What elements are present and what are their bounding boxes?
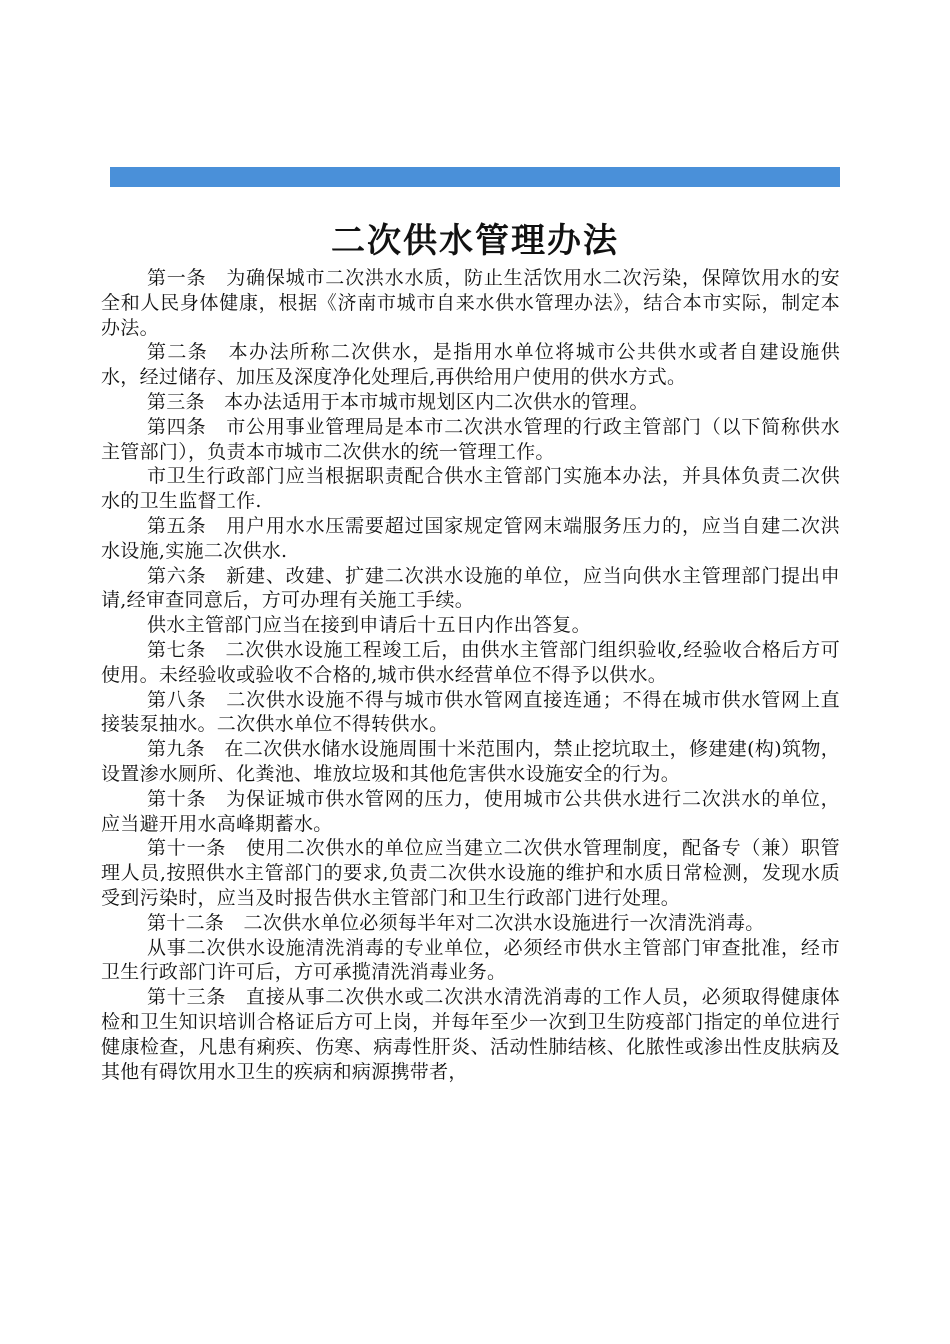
article-7: 第七条 二次供水设施工程竣工后，由供水主管部门组织验收,经验收合格后方可使用。未经验收或验收不合格的,城市供水经营单位不得予以供水。: [101, 638, 840, 686]
article-2: 第二条 本办法所称二次供水，是指用水单位将城市公共供水或者自建设施供水，经过储存、加压及深度净化处理后,再供给用户使用的供水方式。: [101, 341, 840, 389]
article-4: 第四条 市公用事业管理局是本市二次洪水管理的行政主管部门（以下简称供水主管部门），负责本市城市二次供水的统一管理工作。: [101, 415, 840, 463]
article-13: 第十三条 直接从事二次供水或二次洪水清洗消毒的工作人员，必须取得健康体检和卫生知识培训合格证后方可上岗，并每年至少一次到卫生防疫部门指定的单位进行健康检查，凡患有痢疾、伤寒、病毒性肝炎、活动性肺结核、化脓性或渗出性皮肤病及其他有碍饮用水卫生的疾病和病源携带者，: [101, 986, 840, 1083]
article-6-clause: 供水主管部门应当在接到申请后十五日内作出答复。: [146, 614, 591, 637]
article-6: 第六条 新建、改建、扩建二次洪水设施的单位，应当向供水主管理部门提出申请,经审查同意后，方可办理有关施工手续。: [101, 564, 840, 612]
document-body: [101, 266, 840, 1084]
article-10: 第十条 为保证城市供水管网的压力，使用城市公共供水进行二次洪水的单位，应当避开用水高峰期蓄水。: [101, 787, 840, 835]
article-9: 第九条 在二次供水储水设施周围十米范围内，禁止挖坑取土，修建建(构)筑物，设置渗水厕所、化粪池、堆放垃圾和其他危害供水设施安全的行为。: [101, 738, 840, 785]
article-12-clause: 从事二次供水设施清洗消毒的专业单位，必须经市供水主管部门审查批准，经市卫生行政部门许可后，方可承揽清洗消毒业务。: [101, 936, 840, 984]
article-11: 第十一条 使用二次供水的单位应当建立二次供水管理制度，配备专（兼）职管理人员,按照供水主管部门的要求,负责二次供水设施的维护和水质日常检测，发现水质受到污染时，应当及时报告供水主管部门和卫生行政部门进行处理。: [101, 837, 840, 909]
article-8: 第八条 二次供水设施不得与城市供水管网直接连通；不得在城市供水管网上直接装泵抽水。二次供水单位不得转供水。: [101, 688, 840, 736]
page-title: 二次供水管理办法: [331, 221, 619, 261]
article-5: 第五条 用户用水水压需要超过国家规定管网末端服务压力的，应当自建二次洪水设施,实施二次供水.: [101, 514, 840, 562]
header-bar: [110, 167, 840, 187]
article-3: 第三条 本办法适用于本市城市规划区内二次供水的管理。: [146, 390, 649, 413]
article-12: 第十二条 二次供水单位必须每半年对二次洪水设施进行一次清洗消毒。: [146, 911, 765, 934]
article-4-clause: 市卫生行政部门应当根据职责配合供水主管部门实施本办法，并具体负责二次供水的卫生监督工作.: [101, 465, 840, 513]
article-1: 第一条 为确保城市二次洪水水质，防止生活饮用水二次污染，保障饮用水的安全和人民身体健康，根据《济南市城市自来水供水管理办法》，结合本市实际，制定本办法。: [101, 267, 840, 339]
